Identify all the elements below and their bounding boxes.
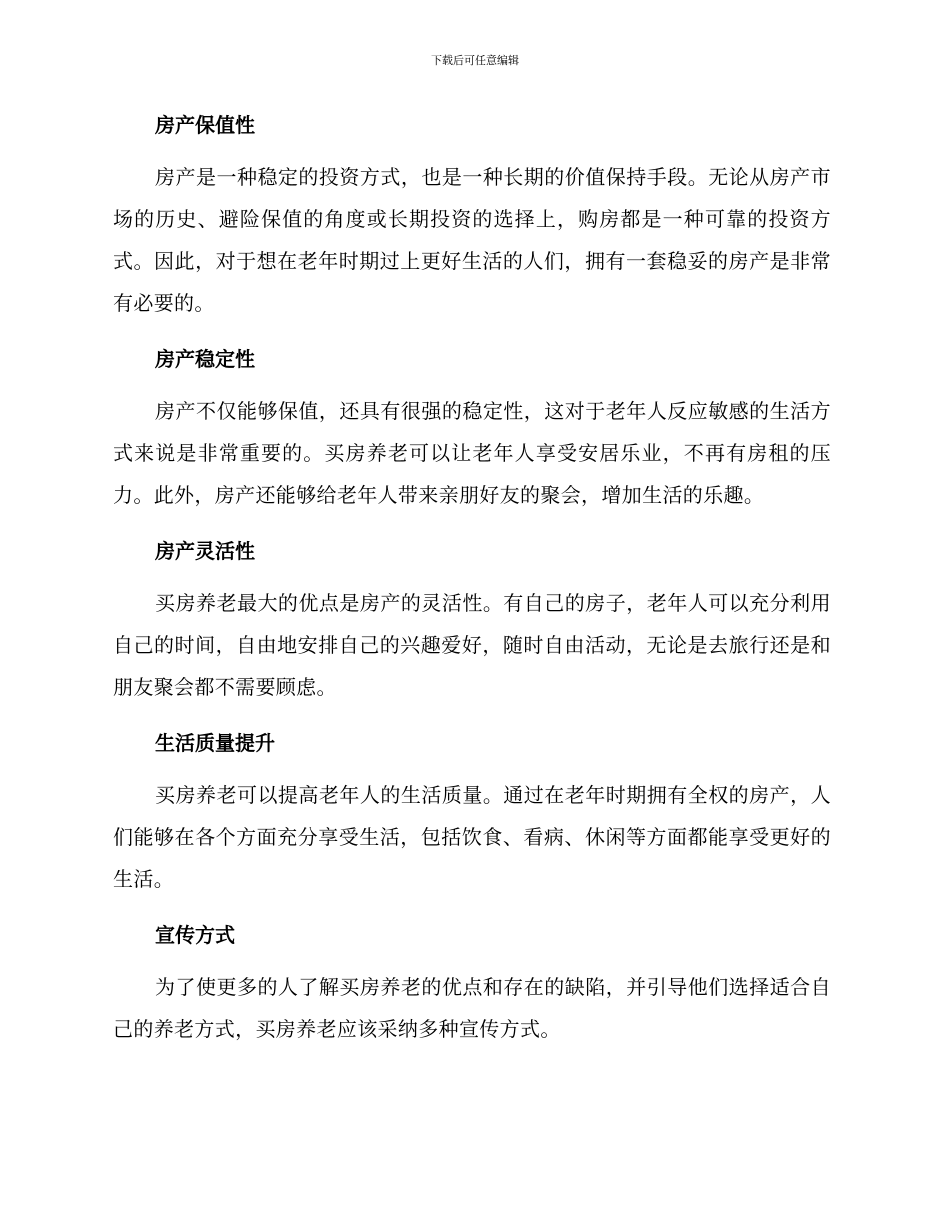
section-property-stability	[113, 338, 831, 516]
section-paragraph: 为了使更多的人了解买房养老的优点和存在的缺陷，并引导他们选择适合自己的养老方式，买房养老应该采纳多种宣传方式。	[113, 975, 831, 1041]
section-promotion-methods	[113, 914, 831, 1050]
section-heading: 房产灵活性	[155, 539, 255, 563]
section-paragraph: 房产是一种稳定的投资方式，也是一种长期的价值保持手段。无论从房产市场的历史、避险保值的角度或长期投资的选择上，购房都是一种可靠的投资方式。因此，对于想在老年时期过上更好生活的人们，拥有一套稳妥的房产是非常有必要的。	[113, 165, 831, 315]
section-heading: 生活质量提升	[155, 731, 275, 755]
section-paragraph: 买房养老最大的优点是房产的灵活性。有自己的房子，老年人可以充分利用自己的时间，自由地安排自己的兴趣爱好，随时自由活动，无论是去旅行还是和朋友聚会都不需要顾虑。	[113, 591, 831, 699]
section-heading: 房产保值性	[155, 113, 255, 137]
section-paragraph: 房产不仅能够保值，还具有很强的稳定性，这对于老年人反应敏感的生活方式来说是非常重要的。买房养老可以让老年人享受安居乐业，不再有房租的压力。此外，房产还能够给老年人带来亲朋好友的聚会，增加生活的乐趣。	[113, 399, 831, 507]
section-property-value-retention	[113, 104, 831, 324]
page-header: 下载后可任意编辑	[431, 54, 519, 67]
section-heading: 房产稳定性	[155, 347, 255, 371]
section-property-flexibility	[113, 530, 831, 708]
document-body	[113, 104, 831, 1064]
section-paragraph: 买房养老可以提高老年人的生活质量。通过在老年时期拥有全权的房产，人们能够在各个方面充分享受生活，包括饮食、看病、休闲等方面都能享受更好的生活。	[113, 783, 831, 891]
section-quality-of-life	[113, 722, 831, 900]
section-heading: 宣传方式	[155, 923, 235, 947]
